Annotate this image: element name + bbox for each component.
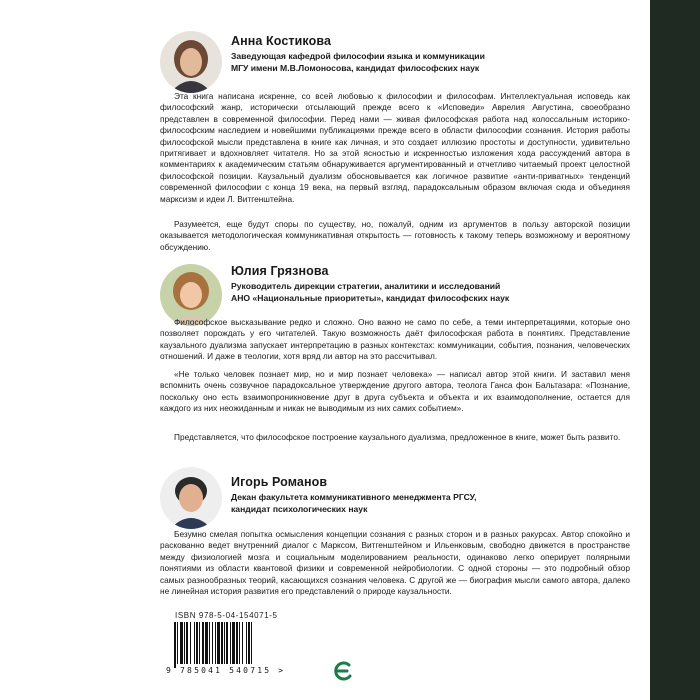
review-paragraph: «Не только человек познает мир, но и мир познает человека» — написал автор этой книги. И заставил меня вспомнить очень созвучное парадоксальное утверждение другого автора, теолога Ганса фон Бальтазара: «Познание, поскольку оно есть взаимопроникновение друг в друга субъекта и объекта и их взаимодополнение, остается для каждого из них неожиданным и никак не выводимым из них самих событием». xyxy=(160,369,630,414)
spine xyxy=(650,0,700,700)
reviewer-role: Руководитель дирекции стратегии, аналитики и исследований АНО «Национальные приоритеты», кандидат философских наук xyxy=(231,281,510,303)
reviewer-role: Заведующая кафедрой философии языка и коммуникации МГУ имени М.В.Ломоносова, кандидат философских наук xyxy=(231,51,485,73)
review-paragraph: Эта книга написана искренне, со всей любовью к философии и философам. Интеллектуальная исповедь как философский жанр, исторически отсылающий прежде всего к «Исповеди» Аврелия Августина, своеобразно представлен в современной философии. Перед нами — живая философская работа над колоссальным историко-философским наследием и новейшими публикациями прежде всего в области философии сознания. История работы философской мысли представлена в книге как личная, и это создает иллюзию простоты и доступности, удивительно притягивает и вдохновляет читателя. Но за этой ясностью и искренностью изложения хода рассуждений автора в комментариях к академическим статьям обнаруживается аргументированный и отчетливо читаемый проект целостной философской позиции. Каузальный дуализм обосновывается как логичное развитие «анти-приватных» тенденций современной философии с конца 19 века, на первый взгляд, парадоксальным образом включая сюда и объединяя марксизм и идеи Л. Витгенштейна. xyxy=(160,91,630,204)
author-photo-kostikova xyxy=(160,31,222,93)
publisher-logo-icon xyxy=(333,660,355,682)
review-paragraph: Философское высказывание редко и сложно. Оно важно не само по себе, а теми интерпретациями, которые оно позволяет порождать у его читателей. Такую возможность даёт философская работа в понятиях. Представление каузального дуализма запускает интерпретацию в разных контекстах: коммуникации, события, познания, человеческих отношений. И даже в теологии, хотя вряд ли автор на это рассчитывал. xyxy=(160,317,630,362)
barcode-digits: 9 785041 540715 > xyxy=(166,666,286,675)
barcode xyxy=(172,622,298,668)
isbn-label: ISBN 978-5-04-154071-5 xyxy=(175,611,278,620)
review-paragraph: Безумно смелая попытка осмысления концепции сознания с разных сторон и в разных ракурсах. Автор спокойно и раскованно ведет внутренний диалог с Марксом, Витгенштейном и Ильенковым, свободно движется в пространстве между физиологией мозга и социальным моделированием реальности, одинаково легко оперирует полярными понятиями из области квантовой физики и современной нейробиологии. С одной стороны — это подробный обзор самых разнообразных теорий, касающихся сознания человека. С другой же — биография мысли самого автора, далеко не линейная история развития его представлений о природе каузальности. xyxy=(160,529,630,597)
review-paragraph: Разумеется, еще будут споры по существу, но, пожалуй, одним из аргументов в пользу авторской позиции оказывается методологическая коммуникативная открытость — готовность к такому теперь возможному и вероятному обсуждению. xyxy=(160,219,630,252)
reviewer-role: Декан факультета коммуникативного менеджмента РГСУ, кандидат психологических наук xyxy=(231,492,477,514)
reviewer-name: Игорь Романов xyxy=(231,475,328,489)
reviewer-name: Анна Костикова xyxy=(231,34,332,48)
review-paragraph: Представляется, что философское построение каузального дуализма, предложенное в книге, может быть развито. xyxy=(174,432,621,442)
author-photo-romanov xyxy=(160,467,222,529)
reviewer-name: Юлия Грязнова xyxy=(231,264,329,278)
